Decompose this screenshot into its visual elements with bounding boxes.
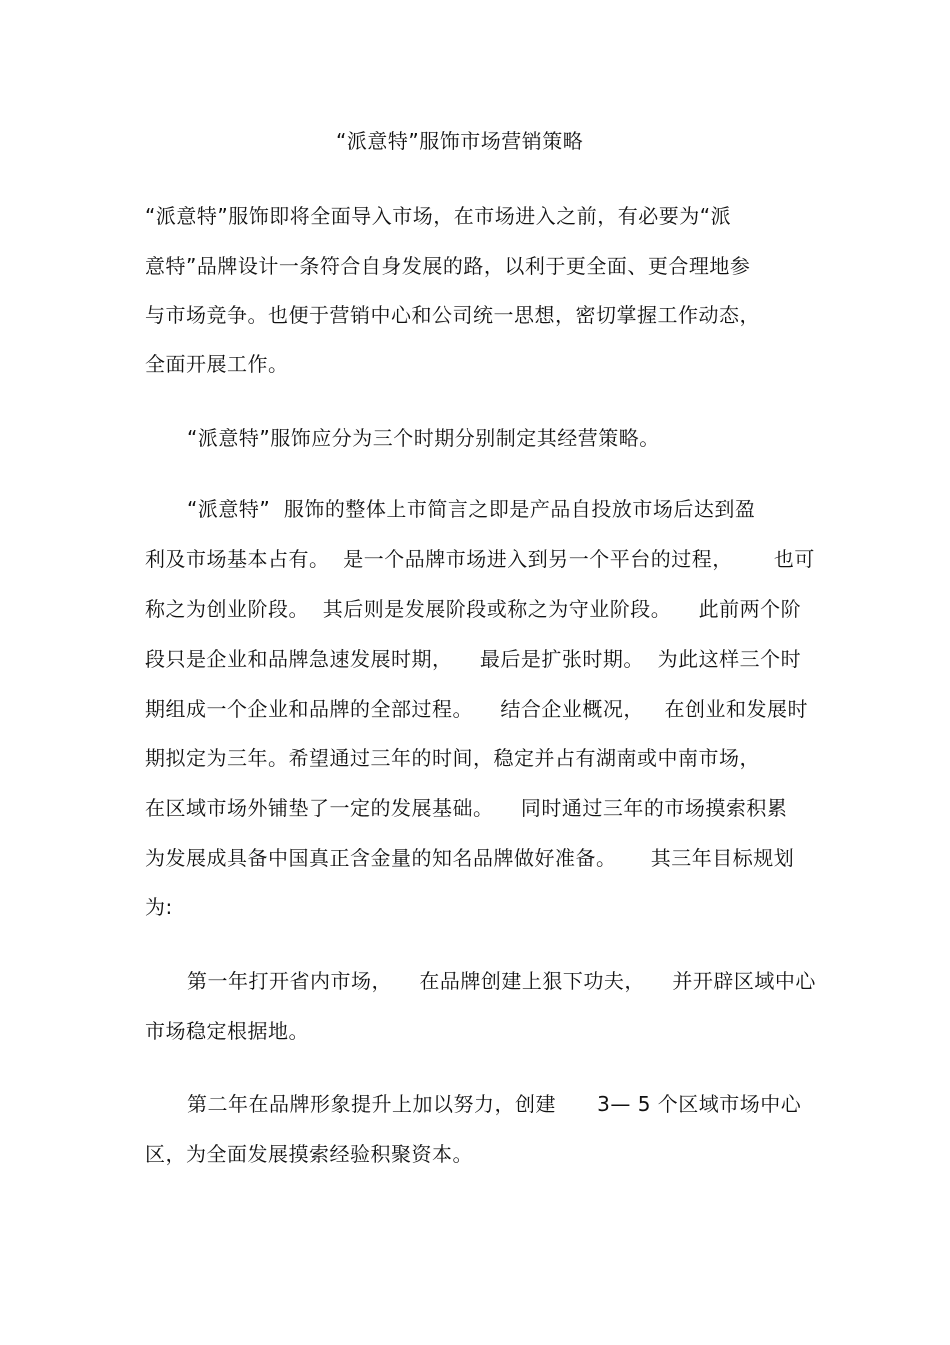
document-title: “派意特”服饰市场营销策略 (336, 129, 584, 153)
paragraph-4-line-1: 第一年打开省内市场， 在品牌创建上狠下功夫， 并开辟区域中心 (187, 969, 816, 993)
paragraph-1-line-1: “派意特”服饰即将全面导入市场，在市场进入之前，有必要为“派 (145, 204, 732, 228)
paragraph-1-line-3: 与市场竞争。也便于营销中心和公司统一思想，密切掌握工作动态， (145, 303, 760, 327)
paragraph-5-line-1: 第二年在品牌形象提升上加以努力，创建 3— 5 个区域市场中心 (187, 1092, 802, 1116)
paragraph-3-line-8: 为发展成具备中国真正含金量的知名品牌做好准备。 其三年目标规划 (145, 846, 795, 870)
paragraph-5-line-2: 区，为全面发展摸索经验积聚资本。 (145, 1142, 473, 1166)
paragraph-3-line-5: 期组成一个企业和品牌的全部过程。 结合企业概况， 在创业和发展时 (145, 697, 809, 721)
paragraph-3-line-9: 为: (145, 895, 173, 919)
paragraph-1-line-2: 意特”品牌设计一条符合自身发展的路，以利于更全面、更合理地参 (145, 254, 751, 278)
paragraph-3-line-2: 利及市场基本占有。 是一个品牌市场进入到另一个平台的过程， 也可 (145, 547, 815, 571)
paragraph-3-line-1: “派意特” 服饰的整体上市简言之即是产品自投放市场后达到盈 (187, 497, 756, 521)
paragraph-3-line-7: 在区域市场外铺垫了一定的发展基础。 同时通过三年的市场摸索积累 (145, 796, 788, 820)
paragraph-3-line-3: 称之为创业阶段。 其后则是发展阶段或称之为守业阶段。 此前两个阶 (145, 597, 802, 621)
paragraph-1-line-4: 全面开展工作。 (145, 352, 289, 376)
paragraph-4-line-2: 市场稳定根据地。 (145, 1019, 309, 1043)
paragraph-2-line-1: “派意特”服饰应分为三个时期分别制定其经营策略。 (187, 426, 660, 450)
paragraph-3-line-4: 段只是企业和品牌急速发展时期， 最后是扩张时期。 为此这样三个时 (145, 647, 802, 671)
paragraph-3-line-6: 期拟定为三年。希望通过三年的时间，稳定并占有湖南或中南市场， (145, 746, 760, 770)
